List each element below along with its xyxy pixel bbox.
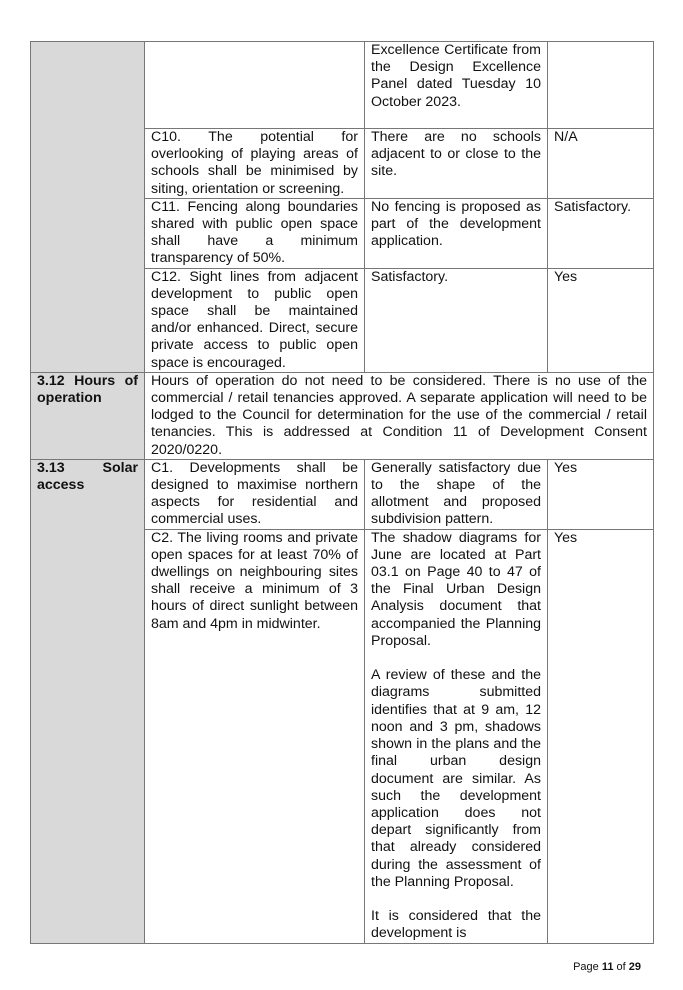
section-heading-text: 3.13 Solar access — [37, 459, 138, 494]
control-cell: C12. Sight lines from adjacent development to public open space shall be maintained and/or enhanced. Direct, secure private access to public open space is encouraged. — [145, 268, 365, 372]
compliance-cell: Yes — [548, 529, 654, 943]
response-paragraph: A review of these and the diagrams submitted identifies that at 9 am, 12 noon and 3 pm, shadows shown in the plans and the final urban design document are similar. As such the development application does not depart significantly from that already considered during the assessment of the Planning Proposal. — [371, 667, 541, 890]
response-cell: No fencing is proposed as part of the development application. — [365, 198, 548, 268]
table-row — [31, 459, 654, 529]
control-cell — [145, 42, 365, 129]
hours-text-cell: Hours of operation do not need to be considered. There is no use of the commercial / retail tenancies approved. A separate application will need to be lodged to the Council for determination for the use of the commercial / retail tenancies. This is addressed at Condition 11 of Development Consent 2020/0220. — [145, 372, 654, 459]
response-paragraph: It is considered that the development is — [371, 908, 541, 942]
compliance-cell: Yes — [548, 459, 654, 529]
assessment-table — [30, 41, 654, 944]
page-of: of — [613, 961, 629, 973]
section-cell-continued — [31, 42, 145, 373]
response-cell: Generally satisfactory due to the shape of the allotment and proposed subdivision pattern. — [365, 459, 548, 529]
control-cell: C11. Fencing along boundaries shared with public open space shall have a minimum transparency of 50%. — [145, 198, 365, 268]
section-heading-hours — [31, 372, 145, 459]
section-heading-text: 3.12 Hours of operation — [37, 372, 138, 407]
control-cell: C2. The living rooms and private open spaces for at least 70% of dwellings on neighbouring sites shall receive a minimum of 3 hours of direct sunlight between 8am and 4pm in midwinter. — [145, 529, 365, 943]
compliance-cell: N/A — [548, 129, 654, 199]
table-row — [31, 42, 654, 129]
response-cell — [365, 529, 548, 943]
response-cell: Excellence Certificate from the Design Excellence Panel dated Tuesday 10 October 2023. — [365, 42, 548, 129]
current-page: 11 — [601, 961, 614, 973]
control-cell: C10. The potential for overlooking of playing areas of schools shall be minimised by siting, orientation or screening. — [145, 129, 365, 199]
control-cell: C1. Developments shall be designed to maximise northern aspects for residential and commercial uses. — [145, 459, 365, 529]
section-heading-solar — [31, 459, 145, 943]
page-prefix: Page — [573, 961, 602, 973]
compliance-cell — [548, 42, 654, 129]
table-row — [31, 372, 654, 459]
compliance-cell: Yes — [548, 268, 654, 372]
compliance-cell: Satisfactory. — [548, 198, 654, 268]
page-number — [573, 961, 641, 973]
response-paragraph: The shadow diagrams for June are located at Part 03.1 on Page 40 to 47 of the Final Urban Design Analysis document that accompanied the Planning Proposal. — [371, 529, 541, 649]
response-cell: There are no schools adjacent to or close to the site. — [365, 129, 548, 199]
total-pages: 29 — [628, 961, 641, 973]
response-cell: Satisfactory. — [365, 268, 548, 372]
